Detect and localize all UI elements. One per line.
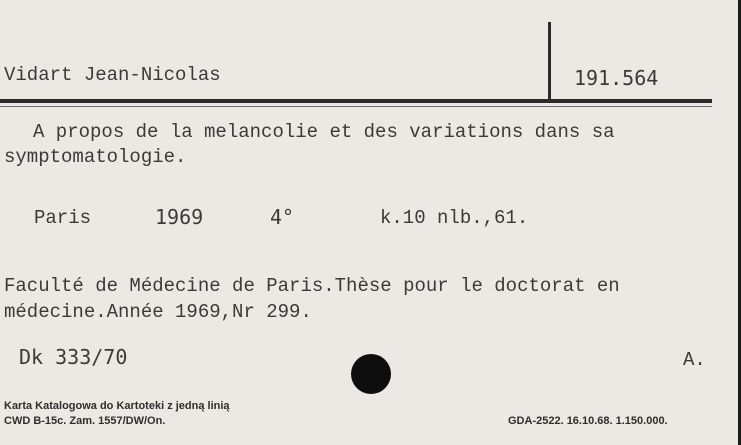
call-number: 191.564 (574, 66, 659, 90)
note-line-2: médecine.Année 1969,Nr 299. (4, 301, 312, 323)
footer-print-code: GDA-2522. 16.10.68. 1.150.000. (508, 415, 668, 427)
extent: k.10 nlb.,61. (380, 207, 529, 229)
punch-hole (351, 354, 391, 394)
header-rule-thin (0, 106, 712, 107)
vertical-divider (548, 22, 551, 102)
note-line-1: Faculté de Médecine de Paris.Thèse pour le doctorat en (4, 275, 620, 297)
publication-place: Paris (34, 207, 92, 229)
title-line-2: symptomatologie. (4, 146, 187, 168)
header-rule (0, 99, 712, 103)
publication-year: 1969 (155, 205, 204, 229)
footer-card-type: Karta Katalogowa do Kartoteki z jedną linią (4, 400, 230, 412)
author-name: Vidart Jean-Nicolas (4, 64, 221, 86)
format: 4° (270, 205, 295, 229)
title-line-1: A propos de la melancolie et des variations dans sa (33, 121, 615, 143)
card-mark: A. (683, 349, 706, 371)
dk-classification: Dk 333/70 (19, 345, 128, 369)
footer-print-info: CWD B-15c. Zam. 1557/DW/On. (4, 415, 166, 427)
